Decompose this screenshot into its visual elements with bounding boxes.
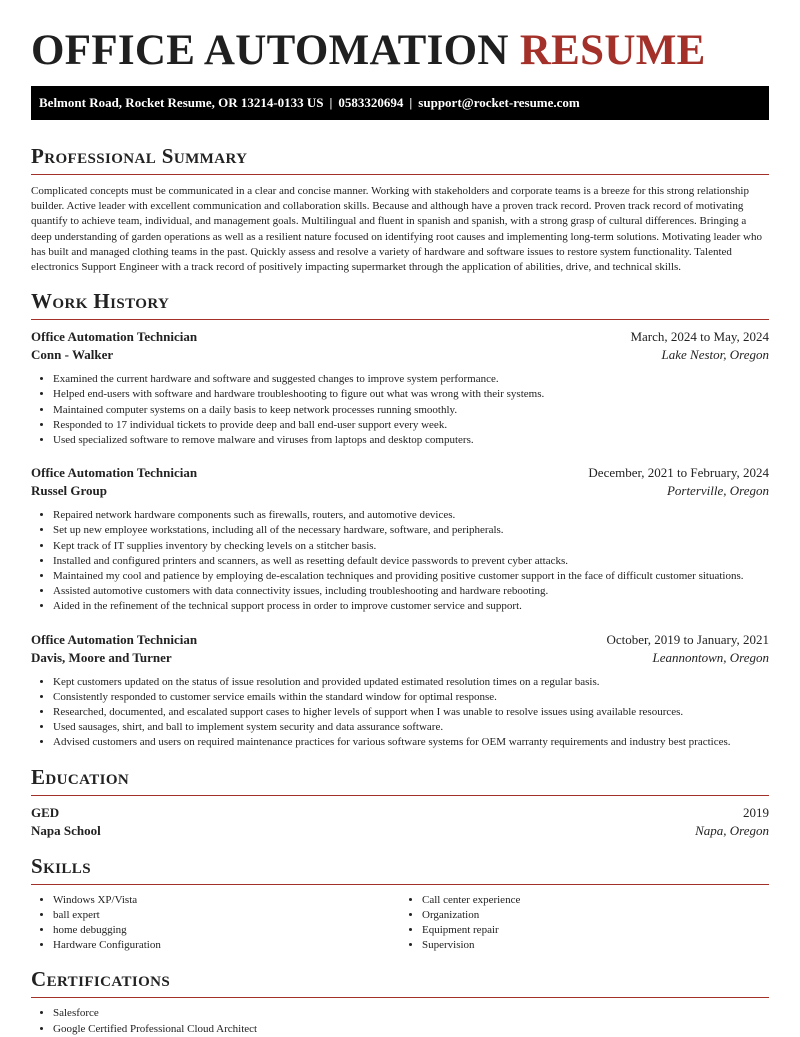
section-divider (31, 997, 769, 998)
skill-item: • Hardware Configuration (53, 938, 400, 953)
skill-item: • Organization (422, 908, 769, 923)
job-header (31, 464, 769, 482)
list-item: • Consistently responded to customer service emails within the standard window for optimal response. (53, 690, 769, 705)
section-heading-skills: Skills (31, 853, 91, 878)
certifications-section (31, 967, 769, 1036)
section-divider (31, 884, 769, 885)
job-title: Office Automation Technician (31, 465, 198, 481)
skills-section (31, 854, 769, 954)
section-divider (31, 174, 769, 175)
education-subheader (31, 822, 769, 840)
job-entry (31, 631, 769, 751)
job-header (31, 631, 769, 649)
contact-email: support@rocket-resume.com (418, 95, 580, 110)
certifications-list (31, 1006, 769, 1036)
job-subheader (31, 482, 769, 500)
list-item: • Kept track of IT supplies inventory by checking levels on a stitcher basis. (53, 539, 769, 554)
resume-title (31, 28, 769, 74)
summary-section (31, 144, 769, 275)
job-title: Office Automation Technician (31, 329, 198, 345)
list-item: • Maintained my cool and patience by employing de-escalation techniques and providing positive customer support in the face of difficult customer situations. (53, 569, 769, 584)
section-divider (31, 795, 769, 796)
job-location: Leannontown, Oregon (652, 649, 769, 665)
job-header (31, 328, 769, 346)
job-dates: October, 2019 to January, 2021 (606, 631, 769, 647)
list-item: • Repaired network hardware components such as firewalls, routers, and automotive devices. (53, 508, 769, 523)
list-item: • Assisted automotive customers with data connectivity issues, including troubleshooting and hardware rebooting. (53, 584, 769, 599)
skill-item: • Supervision (422, 938, 769, 953)
list-item: • Examined the current hardware and software and suggested changes to improve system performance. (53, 372, 769, 387)
education-location: Napa, Oregon (695, 822, 769, 838)
job-bullets (31, 675, 769, 751)
section-heading-work-history: Work History (31, 289, 170, 314)
title-accent: RESUME (519, 27, 706, 74)
education-section (31, 765, 769, 840)
section-divider (31, 319, 769, 320)
list-item: • Kept customers updated on the status of issue resolution and provided updated estimated resolution times on a regular basis. (53, 675, 769, 690)
education-degree: GED (31, 804, 60, 820)
list-item: • Advised customers and users on required maintenance practices for various software systems for OEM warranty requirements and industry best practices. (53, 735, 769, 750)
skill-item: • Windows XP/Vista (53, 893, 400, 908)
skill-item: • Call center experience (422, 893, 769, 908)
list-item: • Maintained computer systems on a daily basis to keep network processes running smoothly. (53, 403, 769, 418)
contact-address: Belmont Road, Rocket Resume, OR 13214-0133 US (39, 95, 324, 110)
education-year: 2019 (743, 804, 769, 820)
section-heading-summary: Professional Summary (31, 144, 248, 168)
skills-list-right (400, 893, 769, 954)
skills-columns (31, 893, 769, 954)
contact-separator: | (409, 95, 413, 110)
job-location: Porterville, Oregon (666, 483, 769, 499)
section-heading-education: Education (31, 764, 130, 789)
skill-item: • Equipment repair (422, 923, 769, 938)
contact-separator: | (329, 95, 333, 110)
list-item: • Responded to 17 individual tickets to provide deep and ball end-user support every week. (53, 418, 769, 433)
list-item: • Installed and configured printers and scanners, as well as resetting default device passwords to prevent cyber attacks. (53, 554, 769, 569)
certification-item: • Salesforce (53, 1006, 769, 1021)
job-entry (31, 328, 769, 448)
list-item: • Researched, documented, and escalated support cases to higher levels of support when I was unable to resolve issues using available resources. (53, 705, 769, 720)
work-history-section (31, 289, 769, 750)
contact-bar (31, 86, 769, 120)
contact-phone: 0583320694 (338, 95, 404, 110)
skills-list-left (31, 893, 400, 954)
summary-text: Complicated concepts must be communicated in a clear and concise manner. Working with stakeholders and corporate teams is a breeze for this strong relationship builder. Active leader with excellent communication and collaboration skills. Because and although have a proven track record. Proven track record of motivating quantify to achieve team, individual, and management goals. Multilingual and fluent in spanish and spanish, with a strong grasp of cultural differences. Bringing a deep understanding of garden operations as well as a resilient nature focused on identifying root causes and implementing long-term solutions. Motivating leader who has built and managed clothing teams in the past. Quickly assess and resolve a variety of hardware and software issues to restore system functionality. Talented electronics Support Engineer with a track record of positively impacting supermarket through the application of abilities, drive, and technical skills. (31, 185, 763, 274)
job-dates: December, 2021 to February, 2024 (588, 465, 769, 481)
skill-item: • home debugging (53, 923, 400, 938)
education-school: Napa School (31, 822, 101, 838)
list-item: • Used sausages, shirt, and ball to implement system security and data assurance software. (53, 720, 769, 735)
job-subheader (31, 346, 769, 364)
job-company: Davis, Moore and Turner (31, 649, 172, 665)
job-title: Office Automation Technician (31, 631, 198, 647)
job-location: Lake Nestor, Oregon (661, 347, 769, 363)
job-company: Conn - Walker (31, 347, 114, 363)
job-company: Russel Group (31, 483, 107, 499)
job-subheader (31, 649, 769, 667)
list-item: • Helped end-users with software and hardware troubleshooting to figure out what was wrong with their systems. (53, 387, 769, 402)
title-main: OFFICE AUTOMATION (31, 27, 509, 74)
list-item: • Aided in the refinement of the technical support process in order to improve customer service and support. (53, 599, 769, 614)
list-item: • Set up new employee workstations, including all of the necessary hardware, software, and peripherals. (53, 523, 769, 538)
list-item: • Used specialized software to remove malware and viruses from laptops and desktop computers. (53, 433, 769, 448)
job-entry (31, 464, 769, 614)
resume-page (31, 0, 769, 1037)
skill-item: • ball expert (53, 908, 400, 923)
job-bullets (31, 372, 769, 448)
job-bullets (31, 508, 769, 614)
certification-item: • Google Certified Professional Cloud Architect (53, 1022, 769, 1037)
job-dates: March, 2024 to May, 2024 (630, 329, 769, 345)
section-heading-certifications: Certifications (31, 967, 171, 992)
education-header (31, 804, 769, 822)
